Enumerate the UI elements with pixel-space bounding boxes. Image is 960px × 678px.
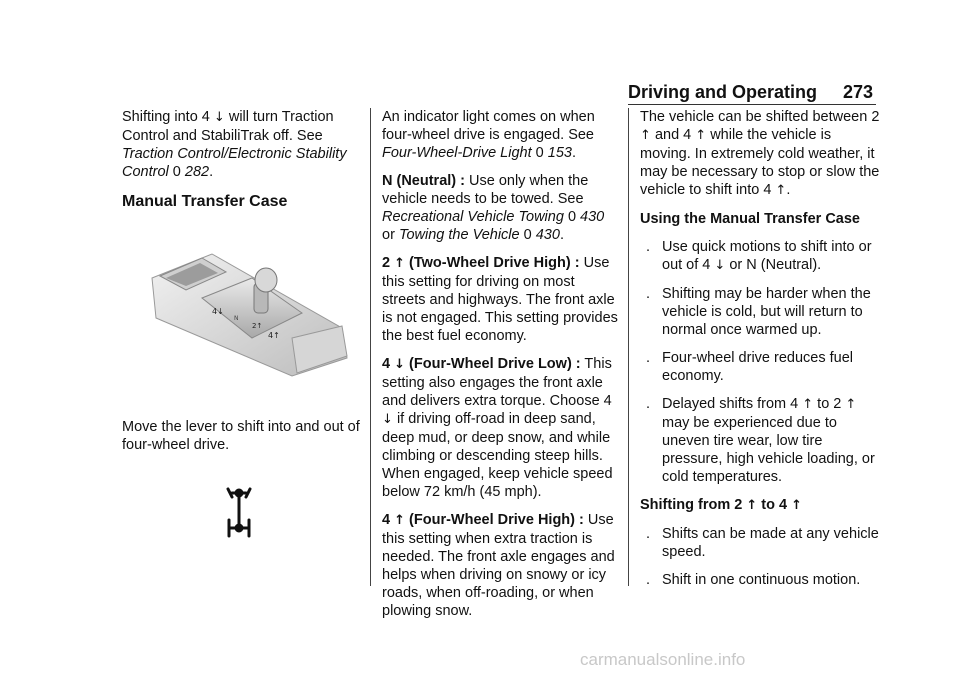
indicator-paragraph: An indicator light comes on when four-wheel drive is engaged. See Four-Wheel-Drive Light 0 153. — [382, 109, 595, 161]
watermark: carmanualsonline.info — [580, 650, 746, 669]
page-number: 273 — [843, 82, 874, 102]
section-title: Driving and Operating — [628, 82, 818, 102]
svg-text:2↑: 2↑ — [252, 322, 263, 330]
up-arrow-icon: ↑ — [775, 183, 787, 198]
up-arrow-icon: ↑ — [746, 498, 758, 513]
header-rule — [628, 104, 876, 105]
svg-text:4↑: 4↑ — [268, 331, 280, 340]
down-arrow-icon: ↓ — [394, 357, 406, 372]
list-item: . Use quick motions to shift into or out of 4 ↓ or N (Neutral). — [646, 239, 872, 273]
section-heading: Manual Transfer Case — [122, 193, 288, 210]
page-ref[interactable]: 430 — [580, 209, 605, 225]
down-arrow-icon: ↓ — [714, 258, 726, 273]
down-arrow-icon: ↓ — [382, 412, 393, 427]
up-arrow-icon: ↑ — [845, 397, 857, 412]
page-ref[interactable]: 430 — [535, 227, 560, 243]
list-item: . Four-wheel drive reduces fuel economy. — [646, 350, 854, 384]
page-ref[interactable]: 153 — [547, 145, 572, 161]
illustration-caption: Move the lever to shift into and out of four-wheel drive. — [122, 419, 360, 453]
four-wheel-drive-axle-icon — [224, 483, 254, 543]
up-arrow-icon: ↑ — [802, 397, 814, 412]
traction-control-link[interactable]: Traction Control/Electronic Stability Control — [122, 146, 347, 180]
svg-text:N: N — [234, 315, 239, 322]
page-ref[interactable]: 282 — [184, 164, 210, 180]
column-divider — [628, 108, 629, 586]
up-arrow-icon: ↑ — [695, 128, 707, 143]
subheading-shifting: Shifting from 2 ↑ to 4 ↑ — [640, 497, 802, 513]
rv-towing-link[interactable]: Recreational Vehicle Towing — [382, 209, 564, 225]
four-low-paragraph: 4 ↓ (Four-Wheel Drive Low) : This setting also engages the front axle and delivers extra torque. Choose 4 ↓ if driving off-road in deep sand, deep mud, or deep snow, and while climbing or descending steep hills. When engaged, keep vehicle speed below 72 km/h (45 mph). — [382, 356, 613, 500]
up-arrow-icon: ↑ — [791, 498, 802, 513]
up-arrow-icon: ↑ — [394, 256, 406, 271]
ref-icon: 0 — [172, 164, 181, 180]
list-item: . Shifts can be made at any vehicle speed. — [646, 526, 879, 560]
towing-vehicle-link[interactable]: Towing the Vehicle — [398, 227, 520, 243]
intro-paragraph: Shifting into 4 ↓ will turn Traction Control and StabiliTrak off. See Traction Control/Electronic Stability Control 0 282. — [122, 109, 347, 180]
list-item: . Shifting may be harder when the vehicle is cold, but will return to normal once warmed up. — [646, 286, 871, 338]
up-arrow-icon: ↑ — [640, 128, 651, 143]
subheading-using: Using the Manual Transfer Case — [640, 211, 860, 227]
up-arrow-icon: ↑ — [394, 513, 406, 528]
transfer-case-illustration — [142, 248, 352, 378]
ref-icon: 0 — [535, 145, 544, 161]
list-item: . Delayed shifts from 4 ↑ to 2 ↑ may be experienced due to uneven tire wear, low tire pressure, high vehicle loading, or cold temperatures. — [646, 396, 875, 485]
down-arrow-icon: ↓ — [213, 110, 225, 125]
four-high-paragraph: 4 ↑ (Four-Wheel Drive High) : Use this setting when extra traction is needed. The front axle engages and helps when driving on snowy or icy roads, when off-roading, or when plowing snow. — [382, 512, 615, 619]
column-1 — [122, 108, 360, 211]
column-3 — [640, 108, 880, 599]
two-high-paragraph: 2 ↑ (Two-Wheel Drive High) : Use this setting for driving on most streets and highways. The front axle is not engaged. This setting provides the best fuel economy. — [382, 255, 618, 344]
four-wheel-drive-light-link[interactable]: Four-Wheel-Drive Light — [382, 145, 532, 161]
column-2 — [382, 108, 620, 630]
svg-text:4↓: 4↓ — [212, 307, 224, 316]
ref-icon: 0 — [523, 227, 532, 243]
neutral-paragraph: N (Neutral) : Use only when the vehicle needs to be towed. See Recreational Vehicle Towing 0 430 or Towing the Vehicle 0 430. — [382, 173, 605, 243]
shift-paragraph: The vehicle can be shifted between 2 ↑ and 4 ↑ while the vehicle is moving. In extremely cold weather, it may be necessary to stop or slow the vehicle to shift into 4 ↑. — [640, 109, 880, 198]
list-item: . Shift in one continuous motion. — [646, 572, 861, 588]
column-divider — [370, 108, 371, 586]
caption-block — [122, 418, 360, 464]
ref-icon: 0 — [567, 209, 577, 225]
